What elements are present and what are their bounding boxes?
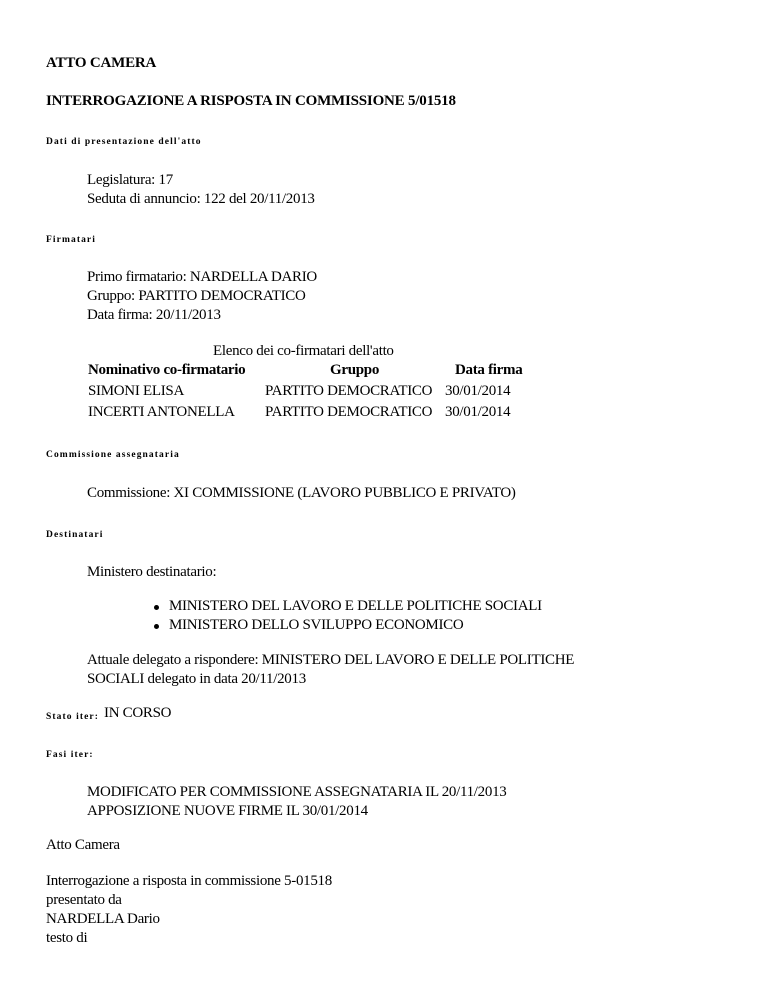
presentatore-name: NARDELLA Dario — [46, 911, 160, 927]
data-firma: Data firma: 20/11/2013 — [87, 307, 221, 323]
testo-di-text: testo di — [46, 930, 88, 946]
stato-iter-label: Stato iter: — [46, 712, 99, 722]
bullet-icon — [154, 624, 159, 629]
delegato-line-1: Attuale delegato a rispondere: MINISTERO DEL LAVORO E DELLE POLITICHE — [87, 652, 575, 668]
cell-gruppo: PARTITO DEMOCRATICO — [265, 404, 433, 420]
fase-iter-item: MODIFICATO PER COMMISSIONE ASSEGNATARIA IL 20/11/2013 — [87, 784, 507, 800]
ministero-item: MINISTERO DEL LAVORO E DELLE POLITICHE SOCIALI — [169, 598, 542, 614]
cell-data-firma: 30/01/2014 — [445, 383, 511, 399]
commissione-text: Commissione: XI COMMISSIONE (LAVORO PUBBLICO E PRIVATO) — [87, 485, 516, 501]
fase-iter-item: APPOSIZIONE NUOVE FIRME IL 30/01/2014 — [87, 803, 368, 819]
interrogazione-title: INTERROGAZIONE A RISPOSTA IN COMMISSIONE 5/01518 — [46, 93, 456, 109]
column-header-gruppo: Gruppo — [330, 362, 380, 378]
ministero-item: MINISTERO DELLO SVILUPPO ECONOMICO — [169, 617, 464, 633]
cell-data-firma: 30/01/2014 — [445, 404, 511, 420]
presentato-da-text: presentato da — [46, 892, 122, 908]
gruppo-firmatario: Gruppo: PARTITO DEMOCRATICO — [87, 288, 306, 304]
cell-gruppo: PARTITO DEMOCRATICO — [265, 383, 433, 399]
section-commissione-assegnataria: Commissione assegnataria — [46, 450, 180, 460]
column-header-nominativo: Nominativo co-firmatario — [88, 362, 246, 378]
seduta-annuncio: Seduta di annuncio: 122 del 20/11/2013 — [87, 191, 315, 207]
legislatura: Legislatura: 17 — [87, 172, 173, 188]
delegato-line-2: SOCIALI delegato in data 20/11/2013 — [87, 671, 306, 687]
section-fasi-iter: Fasi iter: — [46, 750, 94, 760]
cofirmatari-caption: Elenco dei co-firmatari dell'atto — [213, 343, 394, 359]
cell-nominativo: SIMONI ELISA — [88, 383, 184, 399]
stato-iter-value: IN CORSO — [104, 705, 172, 721]
section-firmatari: Firmatari — [46, 235, 96, 245]
interrogazione-text: Interrogazione a risposta in commissione 5-01518 — [46, 873, 332, 889]
primo-firmatario: Primo firmatario: NARDELLA DARIO — [87, 269, 317, 285]
section-dati-presentazione: Dati di presentazione dell'atto — [46, 137, 202, 147]
column-header-data-firma: Data firma — [455, 362, 523, 378]
bullet-icon — [154, 605, 159, 610]
section-destinatari: Destinatari — [46, 530, 104, 540]
cell-nominativo: INCERTI ANTONELLA — [88, 404, 235, 420]
atto-camera-title: ATTO CAMERA — [46, 55, 157, 71]
ministero-destinatario-label: Ministero destinatario: — [87, 564, 217, 580]
atto-camera-text: Atto Camera — [46, 837, 120, 853]
